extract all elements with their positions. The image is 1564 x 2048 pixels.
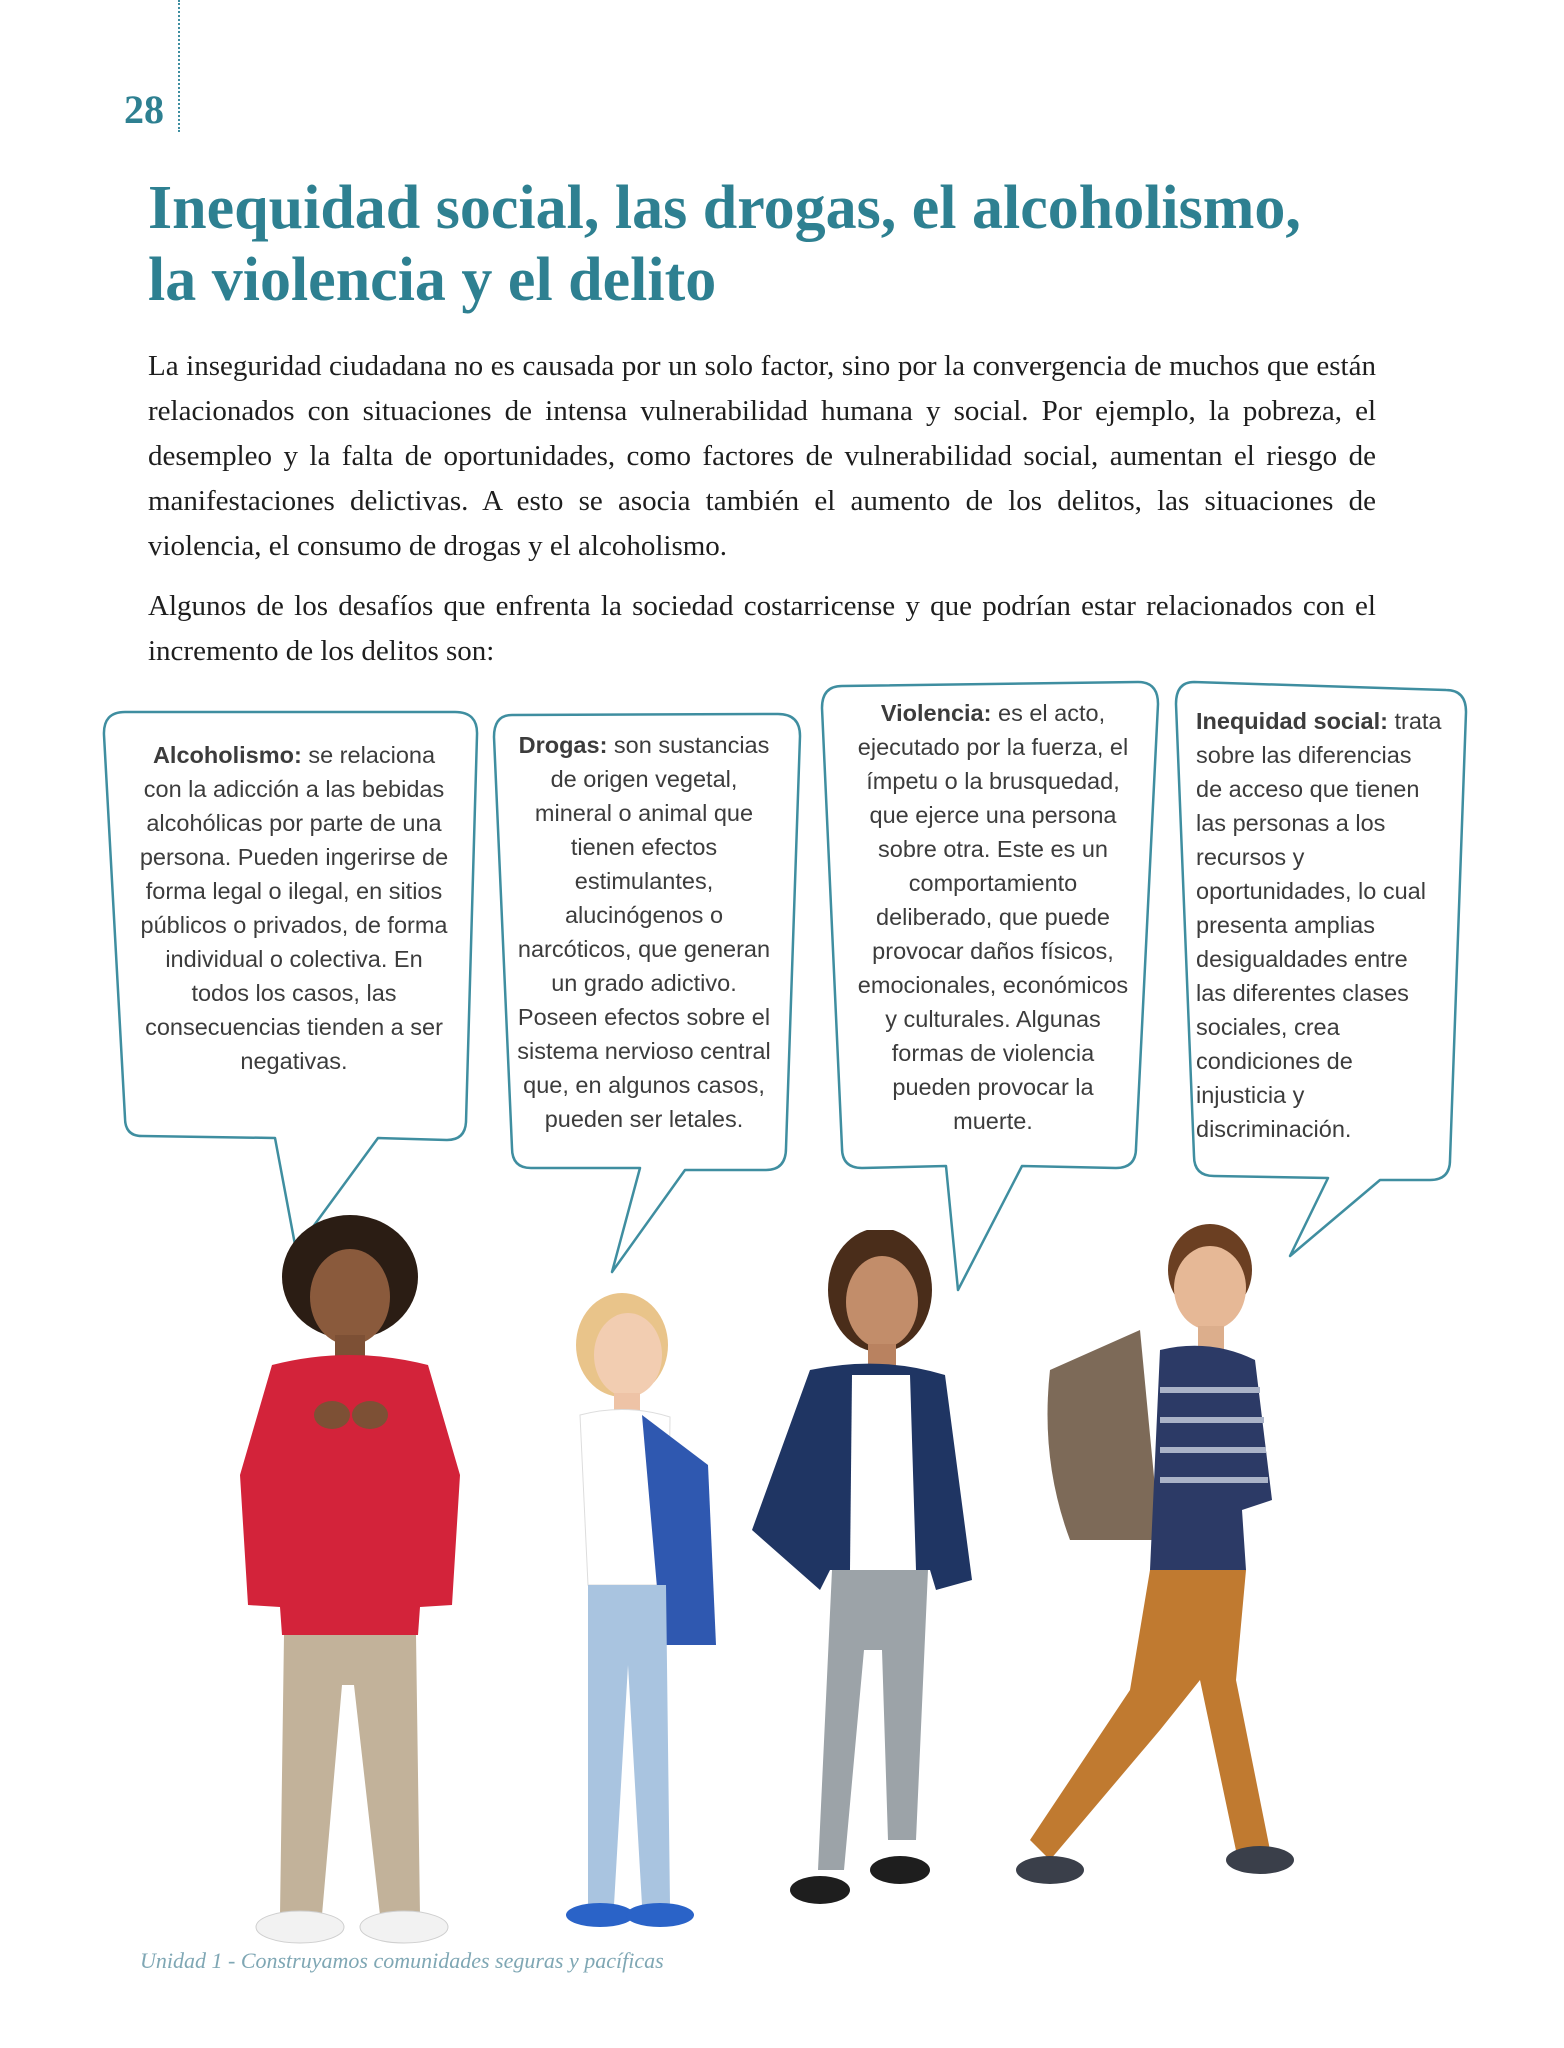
title-line-2: la violencia y el delito (148, 246, 717, 314)
bubble-body-alcoholismo: se relaciona con la adicción a las bebidas alcohólicas por parte de una persona. Pueden ingerirse de forma legal o ilegal, en sitios públicos o privados, de forma individual o colectiva. En todos los casos, las consecuencias tienden a ser negativas. (139, 742, 449, 1074)
child-navy-cardigan-image (740, 1230, 980, 1920)
page-number: 28 (124, 87, 164, 132)
bubble-body-inequidad: trata sobre las diferencias de acceso que tienen las personas a los recursos y oportunidades, lo cual presenta amplias desigualdades entre las diferentes clases sociales, crea condiciones de injusticia y discriminación. (1196, 708, 1442, 1142)
intro-paragraph: La inseguridad ciudadana no es causada por un solo factor, sino por la convergencia de muchos que están relacionados con situaciones de intensa vulnerabilidad humana y social. Por ejemplo, la pobreza, el desempleo y la falta de oportunidades, como factores de vulnerabilidad social, aumentan el riesgo de manifestaciones delictivas. A esto se asocia también el aumento de los delitos, las situaciones de violencia, el consumo de drogas y el alcoholismo. (148, 350, 1376, 562)
bubble-text-drogas (512, 728, 776, 1136)
margin-dotted-line (178, 0, 180, 132)
bubble-term-inequidad: Inequidad social: (1196, 708, 1388, 734)
page-title (148, 172, 1448, 316)
child-red-sweater-image (220, 1215, 480, 1945)
bubble-term-alcoholismo: Alcoholismo: (152, 742, 302, 768)
bubble-body-violencia: es el acto, ejecutado por la fuerza, el ímpetu o la brusquedad, que ejerce una persona sobre otra. Este es un comportamiento deliberado, que puede provocar daños físicos, emocionales, económicos y culturales. Algunas formas de violencia pueden provocar la muerte. (857, 700, 1129, 1134)
child-striped-sweater-image (1010, 1210, 1310, 1900)
bubble-body-drogas: son sustancias de origen vegetal, mineral o animal que tienen efectos estimulantes, alucinógenos o narcóticos, que generan un grado adictivo. Poseen efectos sobre el sistema nervioso central que, en algunos casos, pueden ser letales. (517, 732, 771, 1132)
bubble-text-alcoholismo (138, 738, 450, 1078)
footer-unit-label: Unidad 1 - Construyamos comunidades seguras y pacíficas (140, 1948, 664, 1973)
bubble-text-violencia (852, 696, 1134, 1138)
challenges-paragraph: Algunos de los desafíos que enfrenta la sociedad costarricense y que podrían estar relacionados con el incremento de los delitos son: (148, 590, 1376, 667)
bubble-text-inequidad (1196, 704, 1442, 1146)
bubble-term-violencia: Violencia: (880, 700, 992, 726)
title-line-1: Inequidad social, las drogas, el alcoholismo, (148, 174, 1301, 242)
child-blue-backpack-image (530, 1285, 730, 1935)
bubble-term-drogas: Drogas: (518, 732, 608, 758)
